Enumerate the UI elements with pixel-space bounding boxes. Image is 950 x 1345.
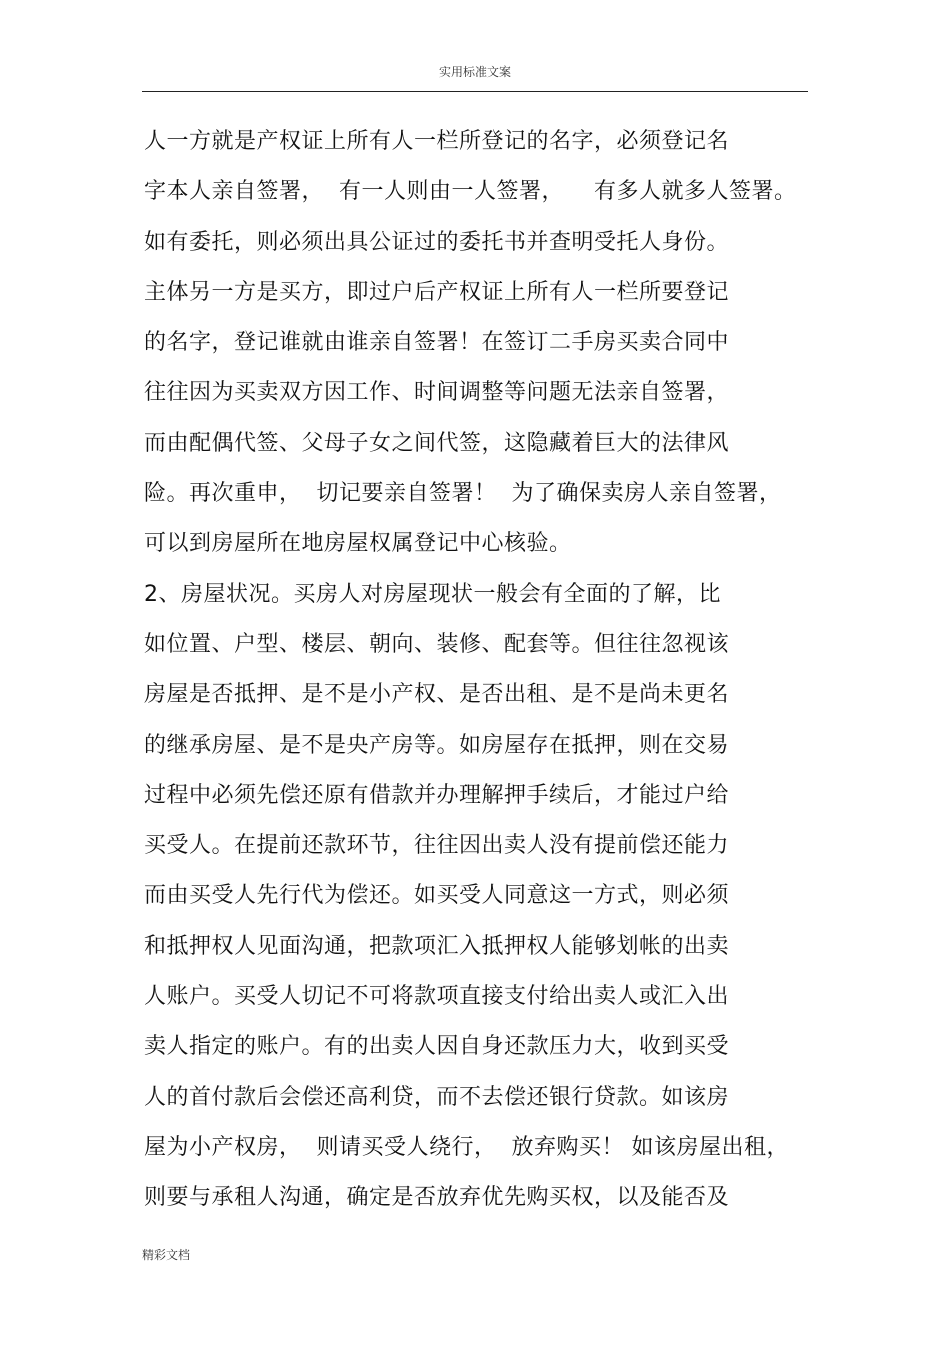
body-line: 卖人指定的账户。有的出卖人因自身还款压力大，收到买受: [144, 1034, 730, 1060]
body-line: 和抵押权人见面沟通，把款项汇入抵押权人能够划帐的出卖: [144, 933, 730, 959]
body-line: 可以到房屋所在地房屋权属登记中心核验。: [144, 531, 572, 557]
page-header-title: 实用标准文案: [438, 65, 511, 79]
body-line: 的名字，登记谁就由谁亲自签署！在签订二手房买卖合同中: [144, 330, 730, 356]
document-body: [144, 122, 804, 1229]
header-divider: [142, 91, 808, 92]
body-line: 房屋是否抵押、是不是小产权、是否出租、是不是尚未更名: [144, 682, 730, 708]
body-line: 过程中必须先偿还原有借款并办理解押手续后，才能过户给: [144, 782, 730, 808]
body-line: 险。再次重申， 切记要亲自签署！ 为了确保卖房人亲自签署，: [144, 481, 782, 507]
body-line: 买受人。在提前还款环节，往往因出卖人没有提前偿还能力: [144, 833, 730, 859]
body-line: 人的首付款后会偿还高利贷，而不去偿还银行贷款。如该房: [144, 1084, 730, 1110]
body-line: 则要与承租人沟通，确定是否放弃优先购买权，以及能否及: [144, 1185, 730, 1211]
body-line: 人账户。买受人切记不可将款项直接支付给出卖人或汇入出: [144, 984, 730, 1010]
body-line: 人一方就是产权证上所有人一栏所登记的名字，必须登记名: [144, 129, 730, 154]
body-line: 主体另一方是买方，即过户后产权证上所有人一栏所要登记: [144, 279, 730, 305]
body-line: 而由配偶代签、父母子女之间代签，这隐藏着巨大的法律风: [144, 430, 730, 456]
page-footer-label: 精彩文档: [142, 1248, 191, 1262]
body-line: 往往因为买卖双方因工作、时间调整等问题无法亲自签署，: [144, 380, 730, 406]
body-line: 字本人亲自签署， 有一人则由一人签署， 有多人就多人签署。: [144, 179, 797, 205]
body-line: 的继承房屋、是不是央产房等。如房屋存在抵押，则在交易: [144, 732, 730, 758]
body-line: 如有委托，则必须出具公证过的委托书并查明受托人身份。: [144, 229, 730, 255]
body-line: 如位置、户型、楼层、朝向、装修、配套等。但往往忽视该: [144, 631, 730, 657]
body-line: 而由买受人先行代为偿还。如买受人同意这一方式，则必须: [144, 883, 730, 909]
body-line: 2、房屋状况。买房人对房屋现状一般会有全面的了解，比: [144, 581, 721, 607]
body-line: 屋为小产权房， 则请买受人绕行， 放弃购买！ 如该房屋出租，: [144, 1134, 789, 1160]
